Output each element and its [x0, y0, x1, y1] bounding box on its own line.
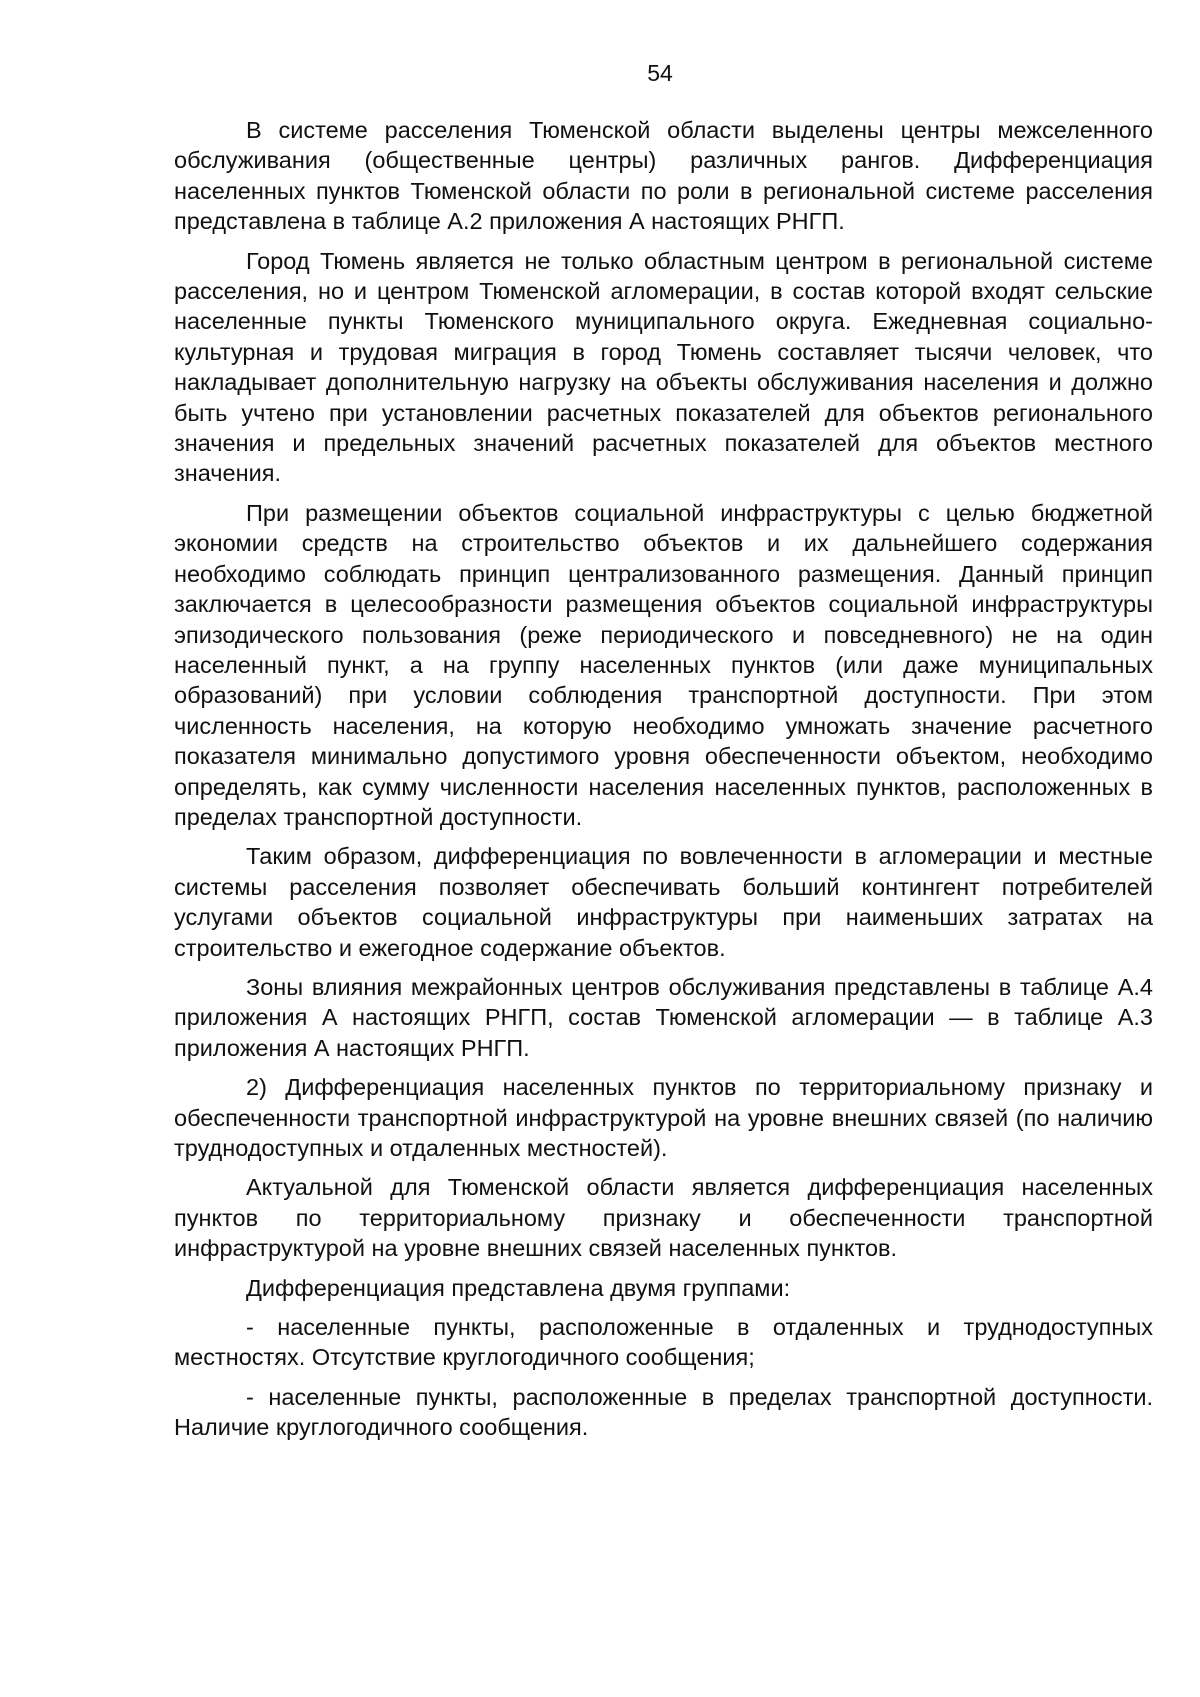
paragraph: При размещении объектов социальной инфраструктуры с целью бюджетной экономии средств на строительство объектов и их дальнейшего содержания необходимо соблюдать принцип централизованного размещения. Данный принцип заключается в целесообразности размещения объектов социальной инфраструктуры эпизодического пользования (реже периодического и повседневного) не на один населенный пункт, а на группу населенных пунктов (или даже муниципальных образований) при условии соблюдения транспортной доступности. При этом численность населения, на которую необходимо умножать значение расчетного показателя минимально допустимого уровня обеспеченности объектом, необходимо определять, как сумму численности населения населенных пунктов, расположенных в пределах транспортной доступности. [174, 499, 1153, 830]
paragraph: Актуальной для Тюменской области является дифференциация населенных пунктов по территориальному признаку и обеспеченности транспортной инфраструктурой на уровне внешних связей населенных пунктов. [174, 1174, 1153, 1262]
paragraph: Таким образом, дифференциация по вовлеченности в агломерации и местные системы расселения позволяет обеспечивать больший контингент потребителей услугами объектов социальной инфраструктуры при наименьших затратах на строительство и ежегодное содержание объектов. [174, 843, 1153, 961]
document-body [174, 115, 1153, 1452]
paragraph: Зоны влияния межрайонных центров обслуживания представлены в таблице А.4 приложения А настоящих РНГП, состав Тюменской агломерации — в таблице А.3 приложения А настоящих РНГП. [174, 973, 1153, 1061]
page-number: 54 [647, 60, 673, 86]
paragraph: 2) Дифференциация населенных пунктов по территориальному признаку и обеспеченности транспортной инфраструктурой на уровне внешних связей (по наличию труднодоступных и отдаленных местностей). [174, 1074, 1153, 1161]
list-item: - населенные пункты, расположенные в пределах транспортной доступности. Наличие круглогодичного сообщения. [174, 1383, 1153, 1441]
paragraph: В системе расселения Тюменской области выделены центры межселенного обслуживания (общественные центры) различных рангов. Дифференциация населенных пунктов Тюменской области по роли в региональной системе расселения представлена в таблице А.2 приложения А настоящих РНГП. [174, 117, 1153, 235]
paragraph: Дифференциация представлена двумя группами: [246, 1274, 791, 1301]
list-item: - населенные пункты, расположенные в отдаленных и труднодоступных местностях. Отсутствие круглогодичного сообщения; [174, 1314, 1153, 1371]
paragraph: Город Тюмень является не только областным центром в региональной системе расселения, но и центром Тюменской агломерации, в состав которой входят сельские населенные пункты Тюменского муниципального округа. Ежедневная социально-культурная и трудовая миграция в город Тюмень составляет тысячи человек, что накладывает дополнительную нагрузку на объекты обслуживания населения и должно быть учтено при установлении расчетных показателей для объектов регионального значения и предельных значений расчетных показателей для объектов местного значения. [174, 247, 1153, 487]
